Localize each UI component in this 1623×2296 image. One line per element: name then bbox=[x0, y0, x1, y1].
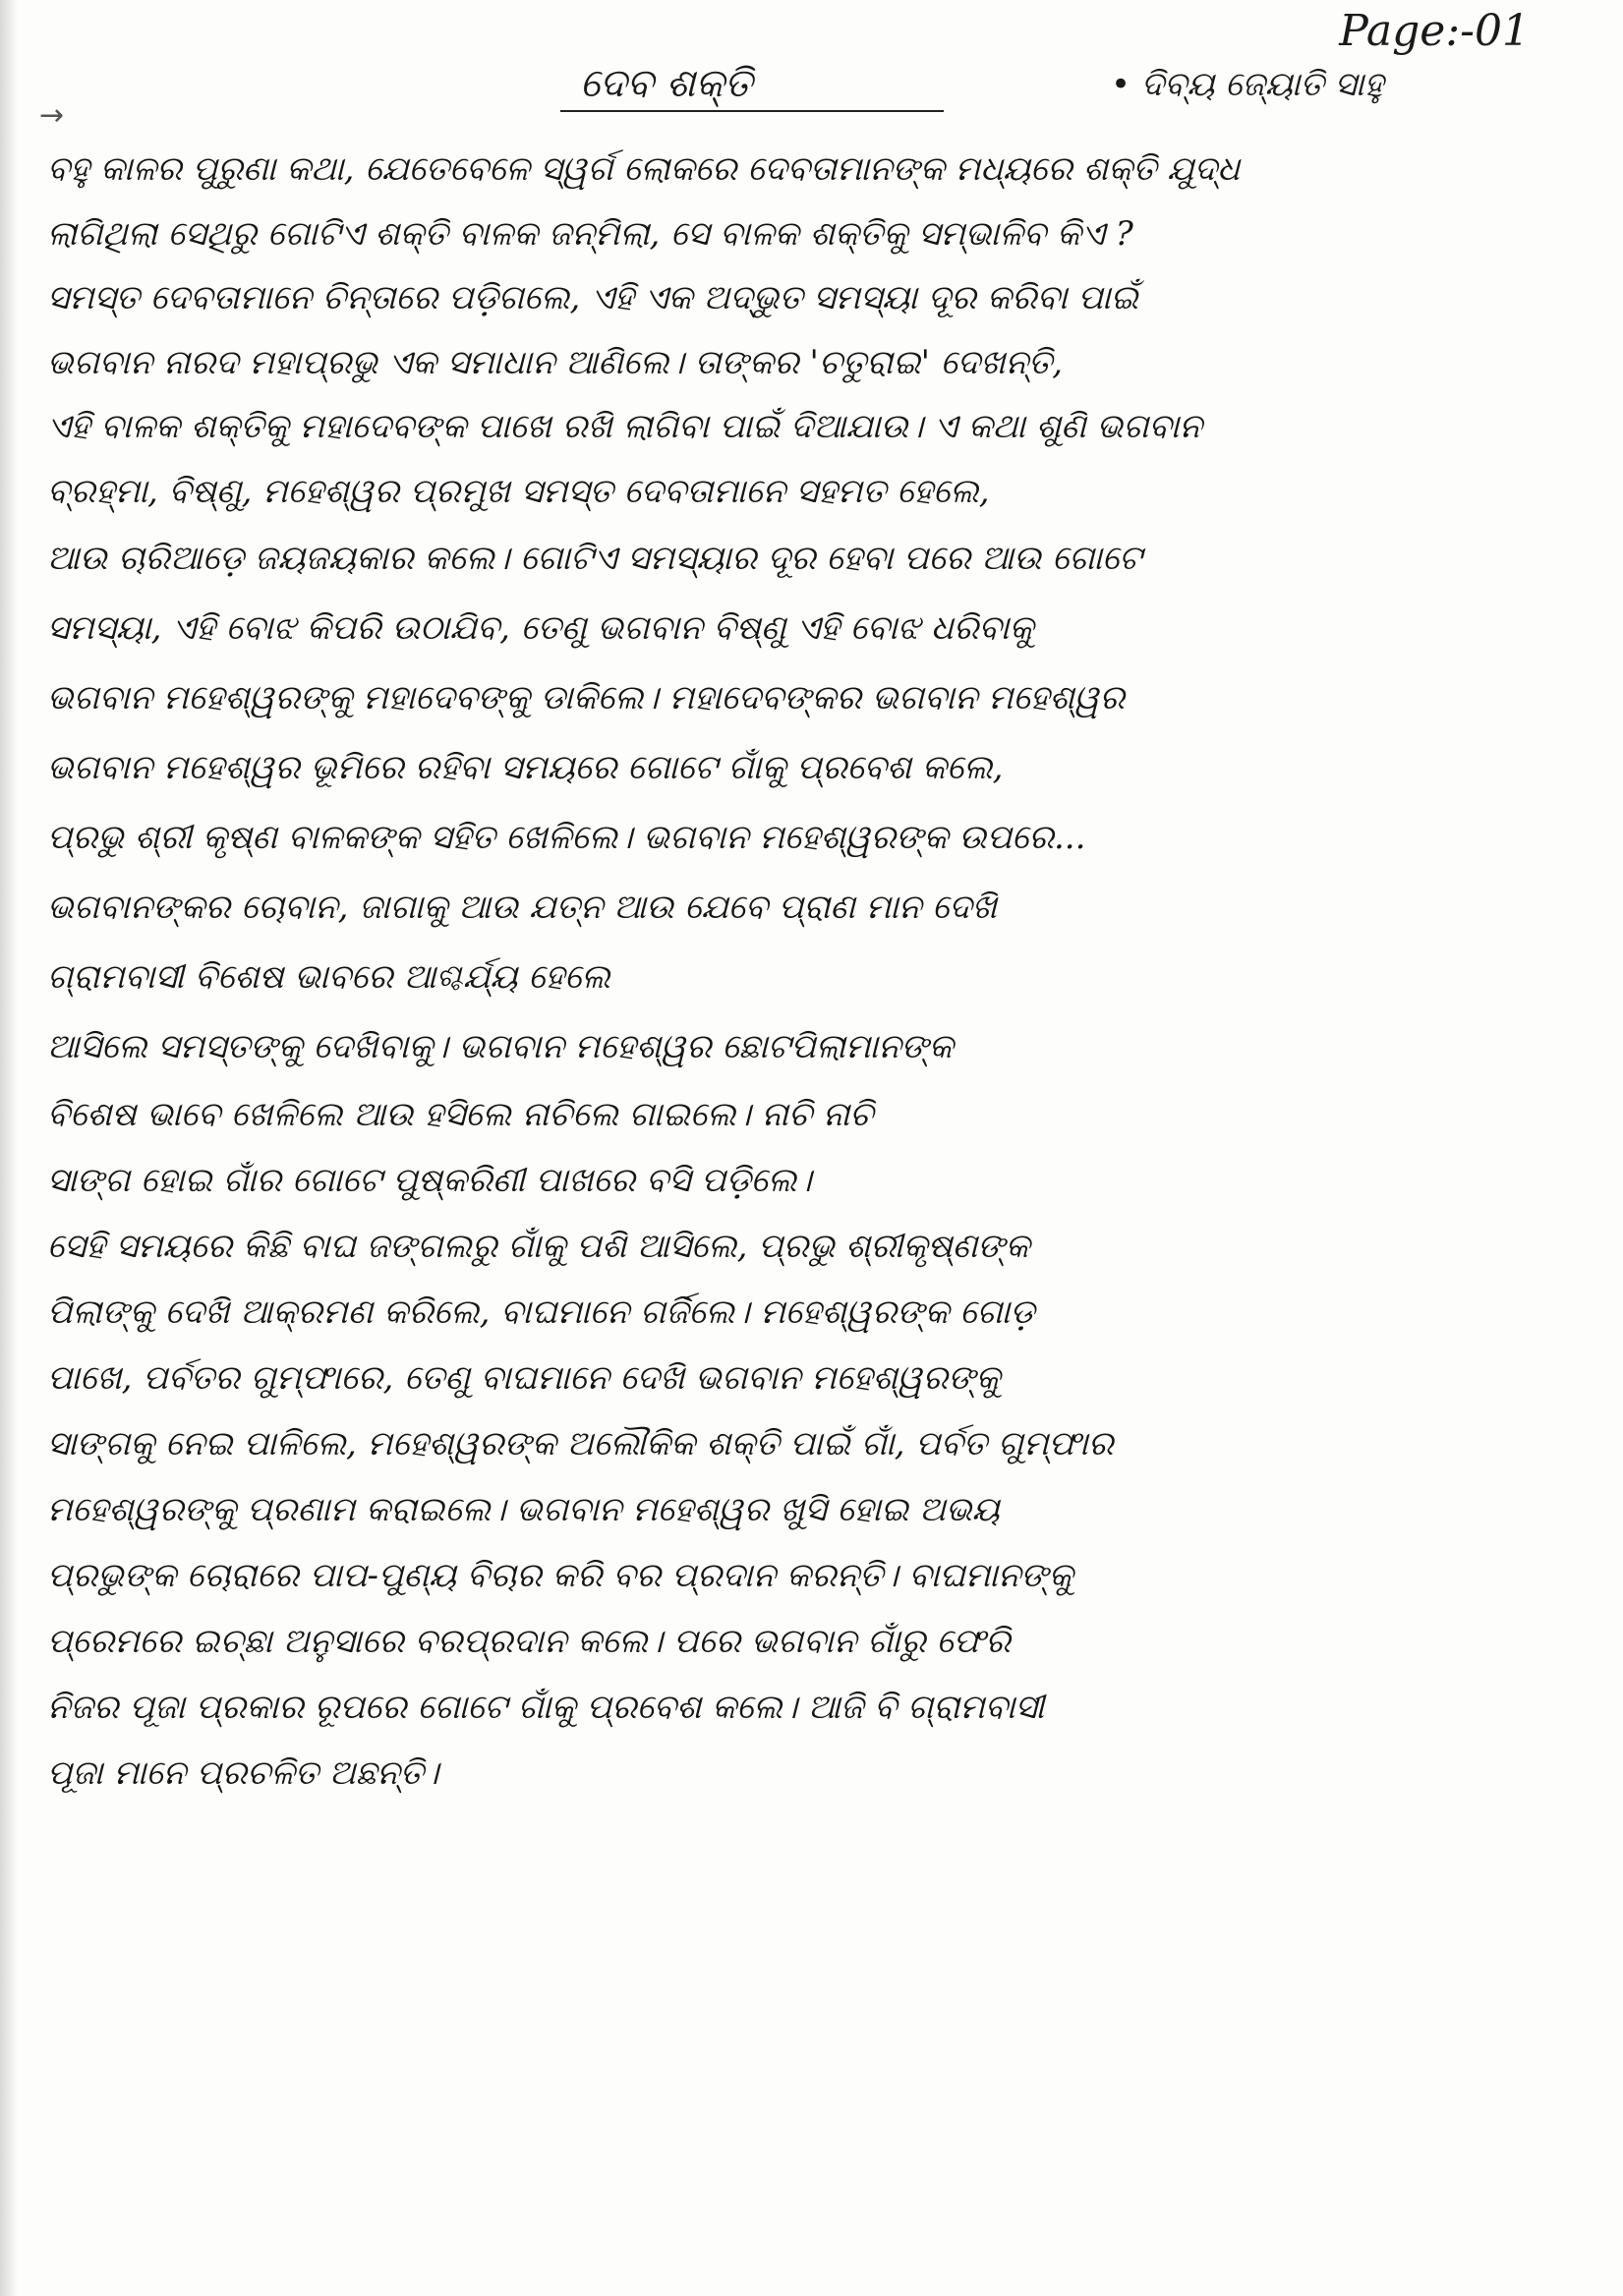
text-line: ସାଙ୍ଗକୁ ନେଇ ପାଳିଲେ, ମହେଶ୍ୱରଙ୍କ ଅଲୌକିକ ଶକ୍ତି ପାଇଁ ଗାଁ, ପର୍ବତ ଗୁମ୍ଫାର bbox=[47, 1424, 1114, 1464]
text-line: ଭଗବାନଙ୍କର ଚୋବାନ, ଜାଗାକୁ ଆଉ ଯତ୍ନ ଆଉ ଯେବେ ପ୍ରାଣ ମାନ ଦେଖି bbox=[47, 888, 998, 927]
text-line: ବ୍ରହ୍ମା, ବିଷ୍ଣୁ, ମହେଶ୍ୱର ପ୍ରମୁଖ ସମସ୍ତ ଦେବତାମାନେ ସହମତ ହେଲେ, bbox=[47, 471, 990, 511]
text-line: ବହୁ କାଳର ପୁରୁଣା କଥା, ଯେତେବେଳେ ସ୍ୱର୍ଗ ଲୋକରେ ଦେବତାମାନଙ୍କ ମଧ୍ୟରେ ଶକ୍ତି ଯୁଦ୍ଧ bbox=[47, 149, 1241, 189]
title-underline bbox=[560, 110, 944, 112]
text-line: ଗ୍ରାମବାସୀ ବିଶେଷ ଭାବରେ ଆଶ୍ଚର୍ଯ୍ୟ ହେଲେ bbox=[47, 957, 610, 997]
text-line: ନିଜର ପୂଜା ପ୍ରକାର ରୂପରେ ଗୋଟେ ଗାଁକୁ ପ୍ରବେଶ କଲେ। ଆଜି ବି ଗ୍ରାମବାସୀ bbox=[47, 1688, 1045, 1727]
corner-mark: → bbox=[39, 98, 65, 133]
handwritten-body bbox=[47, 138, 1561, 1807]
text-line: ଏହି ବାଳକ ଶକ୍ତିକୁ ମହାଦେବଙ୍କ ପାଖେ ରଖି ଲାଗିବା ପାଇଁ ଦିଆଯାଉ। ଏ କଥା ଶୁଣି ଭଗବାନ bbox=[47, 407, 1202, 446]
text-line: ପାଖେ, ପର୍ବତର ଗୁମ୍ଫାରେ, ତେଣୁ ବାଘମାନେ ଦେଖି ଭଗବାନ ମହେଶ୍ୱରଙ୍କୁ bbox=[47, 1358, 1001, 1398]
page-number: Page:-01 bbox=[1339, 6, 1530, 56]
text-line: ଭଗବାନ ମହେଶ୍ୱର ଭୂମିରେ ରହିବା ସମୟରେ ଗୋଟେ ଗାଁକୁ ପ୍ରବେଶ କଲେ, bbox=[47, 748, 1004, 787]
text-line: ମହେଶ୍ୱରଙ୍କୁ ପ୍ରଣାମ କରାଇଲେ। ଭଗବାନ ମହେଶ୍ୱର ଖୁସି ହୋଇ ଅଭୟ bbox=[47, 1490, 1000, 1529]
text-line: ଭଗବାନ ନାରଦ ମହାପ୍ରଭୁ ଏକ ସମାଧାନ ଆଣିଲେ। ତାଙ୍କର 'ଚତୁରାଇ' ଦେଖନ୍ତି, bbox=[47, 342, 1064, 382]
text-line: ସେହି ସମୟରେ କିଛି ବାଘ ଜଙ୍ଗଲରୁ ଗାଁକୁ ପଶି ଆସିଲେ, ପ୍ରଭୁ ଶ୍ରୀକୃଷ୍ଣଙ୍କ bbox=[47, 1227, 1030, 1266]
text-line: ଲାଗିଥିଲା ସେଥିରୁ ଗୋଟିଏ ଶକ୍ତି ବାଳକ ଜନ୍ମିଲା, ସେ ବାଳକ ଶକ୍ତିକୁ ସମ୍ଭାଳିବ କିଏ ? bbox=[47, 213, 1133, 254]
text-line: ପୂଜା ମାନେ ପ୍ରଚଳିତ ଅଛନ୍ତି। bbox=[47, 1753, 439, 1793]
text-line: ସମସ୍ତ ଦେବତାମାନେ ଚିନ୍ତାରେ ପଡ଼ିଗଲେ, ଏହି ଏକ ଅଦ୍ଭୁତ ସମସ୍ୟା ଦୂର କରିବା ପାଇଁ bbox=[47, 278, 1138, 317]
text-line: ସମସ୍ୟା, ଏହି ବୋଝ କିପରି ଉଠାଯିବ, ତେଣୁ ଭଗବାନ ବିଷ୍ଣୁ ଏହି ବୋଝ ଧରିବାକୁ bbox=[47, 608, 1034, 648]
text-line: ଆସିଲେ ସମସ୍ତଙ୍କୁ ଦେଖିବାକୁ। ଭଗବାନ ମହେଶ୍ୱର ଛୋଟପିଲାମାନଙ୍କ bbox=[47, 1027, 954, 1066]
page-title: ଦେବ ଶକ୍ତି bbox=[580, 61, 753, 106]
scan-edge-shadow bbox=[0, 0, 18, 2296]
text-line: ପ୍ରେମରେ ଇଚ୍ଛା ଅନୁସାରେ ବରପ୍ରଦାନ କଲେ। ପରେ ଭଗବାନ ଗାଁରୁ ଫେରି bbox=[47, 1622, 1012, 1661]
text-line: ଆଉ ଚାରିଆଡ଼େ ଜୟଜୟକାର କଲେ। ଗୋଟିଏ ସମସ୍ୟାର ଦୂର ହେବା ପରେ ଆଉ ଗୋଟେ bbox=[47, 539, 1142, 578]
text-line: ଭଗବାନ ମହେଶ୍ୱରଙ୍କୁ ମହାଦେବଙ୍କୁ ଡାକିଲେ। ମହାଦେବଙ୍କର ଭଗବାନ ମହେଶ୍ୱର bbox=[47, 678, 1126, 718]
text-line: ବିଶେଷ ଭାବେ ଖେଳିଲେ ଆଉ ହସିଲେ ନାଚିଲେ ଗାଇଲେ। ନାଚି ନାଚି bbox=[47, 1095, 874, 1134]
text-line: ପିଲାଙ୍କୁ ଦେଖି ଆକ୍ରମଣ କରିଲେ, ବାଘମାନେ ଗର୍ଜିଲେ। ମହେଶ୍ୱରଙ୍କ ଗୋଡ଼ bbox=[47, 1292, 1035, 1332]
text-line: ସାଙ୍ଗ ହୋଇ ଗାଁର ଗୋଟେ ପୁଷ୍କରିଣୀ ପାଖରେ ବସି ପଡ଼ିଲେ। bbox=[47, 1161, 812, 1200]
author-name: • ଦିବ୍ୟ ଜ୍ୟୋତି ସାହୁ bbox=[1111, 65, 1384, 104]
text-line: ପ୍ରଭୁ ଶ୍ରୀ କୃଷ୍ଣ ବାଳକଙ୍କ ସହିତ ଖେଳିଲେ। ଭଗବାନ ମହେଶ୍ୱରଙ୍କ ଉପରେ... bbox=[47, 818, 1086, 857]
text-line: ପ୍ରଭୁଙ୍କ ଚୋରାରେ ପାପ-ପୁଣ୍ୟ ବିଚାର କରି ବର ପ୍ରଦାନ କରନ୍ତି। ବାଘମାନଙ୍କୁ bbox=[47, 1556, 1073, 1595]
